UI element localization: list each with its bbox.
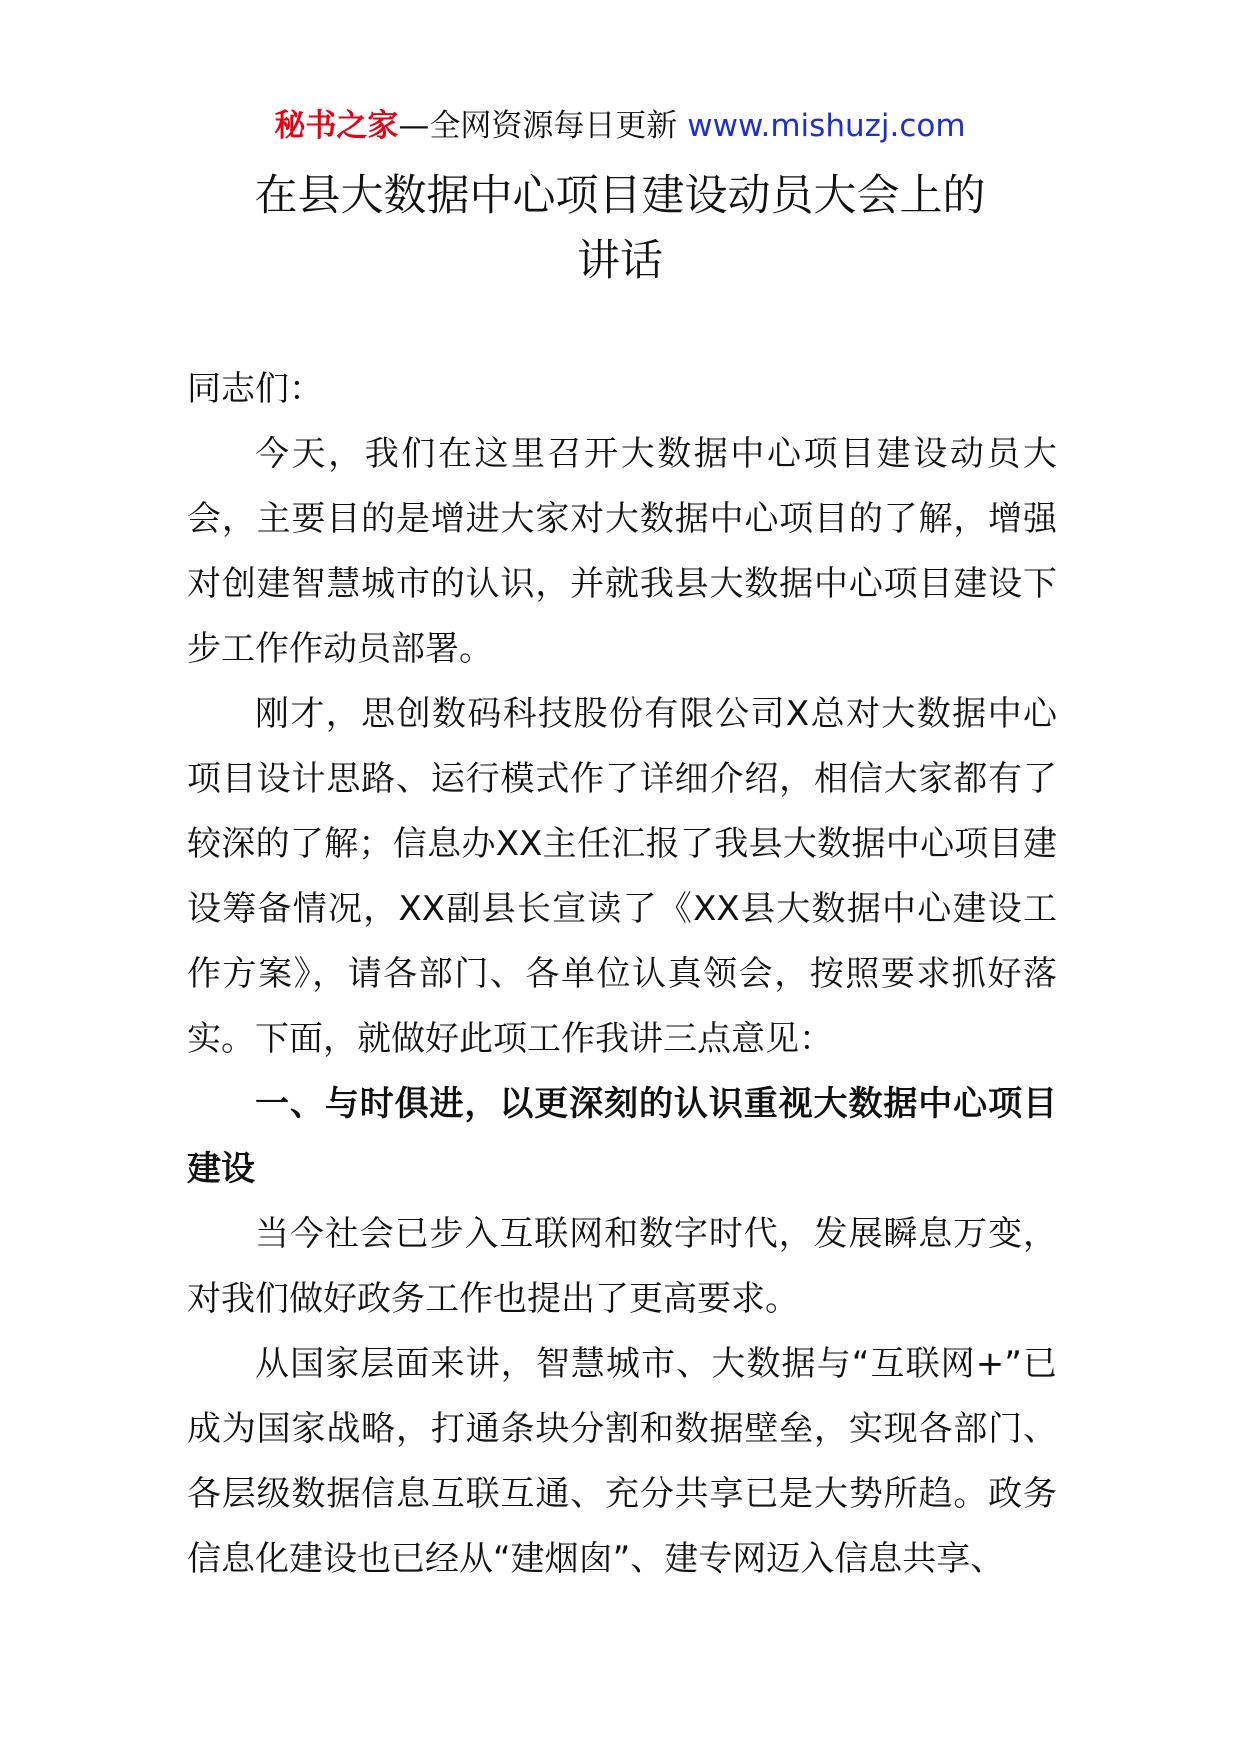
paragraph-background: 刚才，思创数码科技股份有限公司X总对大数据中心项目设计思路、运行模式作了详细介绍，相信大家都有了较深的了解；信息办XX主任汇报了我县大数据中心项目建设筹备情况，XX副县长宣读了《XX县大数据中心建设工作方案》，请各部门、各单位认真领会，按照要求抓好落实。下面，就做好此项工作我讲三点意见： bbox=[187, 694, 1057, 1059]
site-url-link[interactable]: www.mishuzj.com bbox=[687, 108, 966, 144]
salutation: 同志们： bbox=[187, 369, 323, 409]
document-title-line-2: 讲话 bbox=[577, 236, 663, 286]
paragraph-intro: 今天，我们在这里召开大数据中心项目建设动员大会，主要目的是增进大家对大数据中心项目的了解，增强对创建智慧城市的认识，并就我县大数据中心项目建设下步工作作动员部署。 bbox=[187, 434, 1057, 669]
brand-tagline: —全网资源每日更新 bbox=[398, 108, 678, 144]
brand-name: 秘书之家 bbox=[274, 108, 399, 144]
document-title-line-1: 在县大数据中心项目建设动员大会上的 bbox=[254, 171, 986, 221]
paragraph-section1-1: 当今社会已步入互联网和数字时代，发展瞬息万变，对我们做好政务工作也提出了更高要求。 bbox=[187, 1214, 1057, 1319]
section-heading-1: 一、与时俱进，以更深刻的认识重视大数据中心项目建设 bbox=[187, 1084, 1057, 1189]
paragraph-section1-2: 从国家层面来讲，智慧城市、大数据与“互联网+”已成为国家战略，打通条块分割和数据壁垒，实现各部门、各层级数据信息互联互通、充分共享已是大势所趋。政务信息化建设也已经从“建烟囱”、建专网迈入信息共享、 bbox=[187, 1344, 1057, 1579]
document-title bbox=[200, 164, 1040, 294]
site-banner bbox=[0, 106, 1240, 146]
document-body bbox=[187, 357, 1057, 1592]
